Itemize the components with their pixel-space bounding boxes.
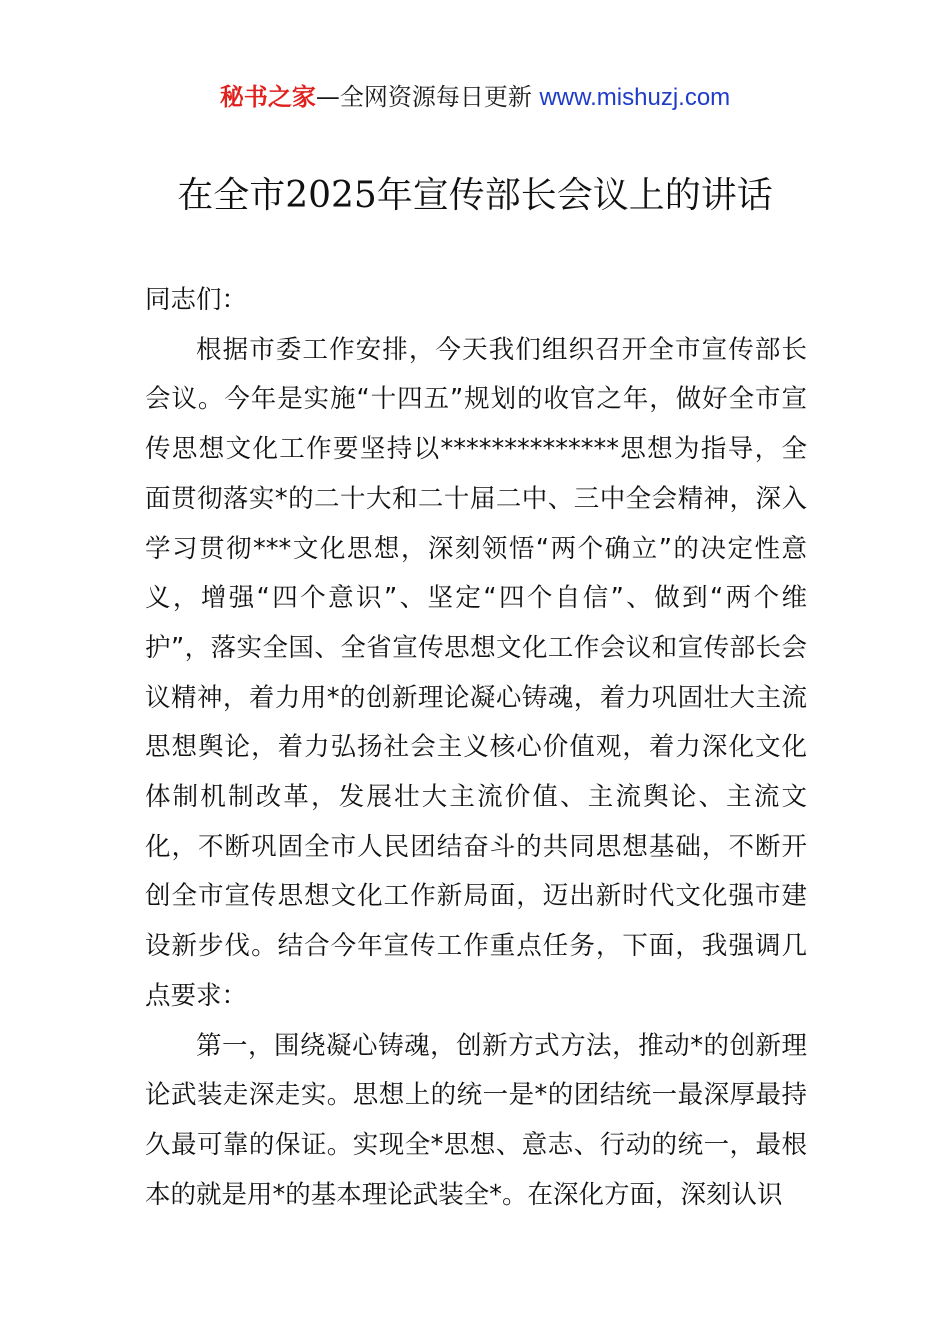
site-url-link[interactable]: www.mishuzj.com bbox=[539, 84, 731, 111]
document-title: 在全市2025年宣传部长会议上的讲话 bbox=[177, 175, 773, 216]
salutation: 同志们： bbox=[145, 285, 248, 315]
document-body bbox=[145, 276, 807, 1220]
site-brand: 秘书之家 bbox=[219, 83, 316, 111]
site-tagline: —全网资源每日更新 bbox=[315, 83, 532, 111]
site-header bbox=[0, 80, 950, 115]
paragraph-intro: 根据市委工作安排，今天我们组织召开全市宣传部长会议。今年是实施“十四五”规划的收官之年，做好全市宣传思想文化工作要坚持以**************思想为指导，全面贯彻落实*的二十大和二十届二中、三中全会精神，深入学习贯彻***文化思想，深刻领悟“两个确立”的决定性意义，增强“四个意识”、坚定“四个自信”、做到“两个维护”，落实全国、全省宣传思想文化工作会议和宣传部长会议精神，着力用*的创新理论凝心铸魂，着力巩固壮大主流思想舆论，着力弘扬社会主义核心价值观，着力深化文化体制机制改革，发展壮大主流价值、主流舆论、主流文化，不断巩固全市人民团结奋斗的共同思想基础，不断开创全市宣传思想文化工作新局面，迈出新时代文化强市建设新步伐。结合今年宣传工作重点任务，下面，我强调几点要求： bbox=[145, 334, 807, 1011]
paragraph-first-point: 第一，围绕凝心铸魂，创新方式方法，推动*的创新理论武装走深走实。思想上的统一是*的团结统一最深厚最持久最可靠的保证。实现全*思想、意志、行动的统一，最根本的就是用*的基本理论武装全*。在深化方面，深刻认识 bbox=[145, 1030, 807, 1210]
